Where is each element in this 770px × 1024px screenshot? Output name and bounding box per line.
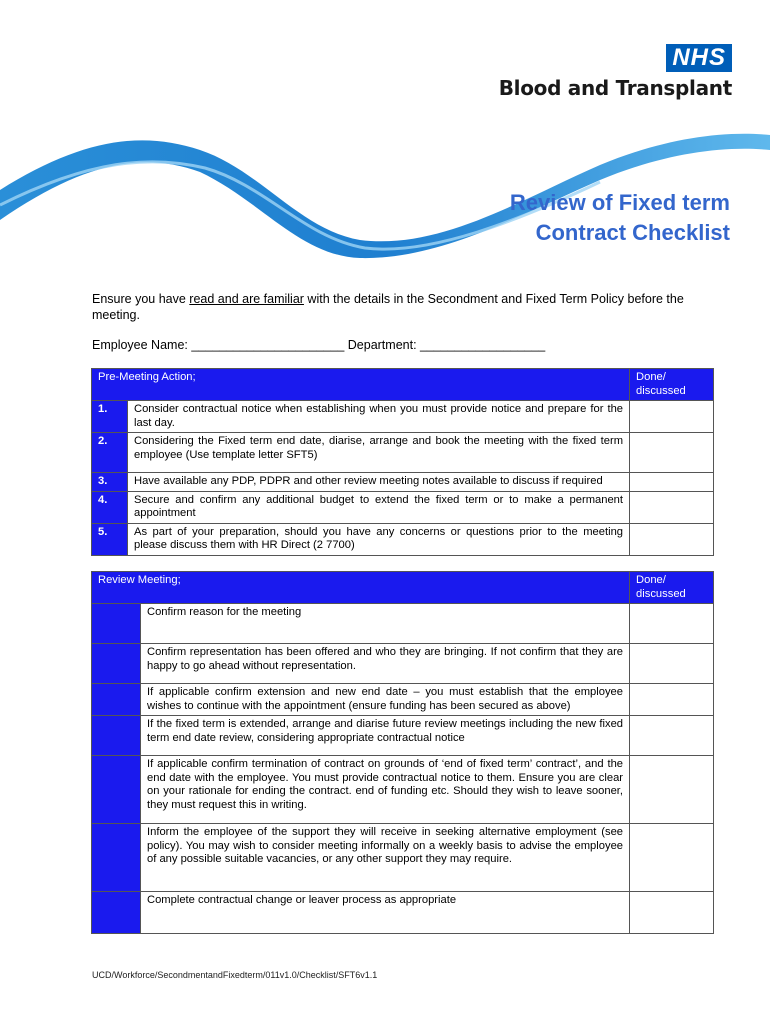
table-row: 1. Consider contractual notice when establishing when you must provide notice and prepare for the last day. [92,401,714,433]
table-row: If the fixed term is extended, arrange and diarise future review meetings including the new fixed term end date review, considering appropriate contractual notice [92,716,714,756]
intro-text: Ensure you have read and are familiar with the details in the Secondment and Fixed Term Policy before the meeting. [92,292,684,322]
pre-meeting-header: Pre-Meeting Action; [92,369,630,401]
done-cell[interactable] [630,401,714,433]
table-row: If applicable confirm extension and new end date – you must establish that the employee wishes to continue with the appointment (ensure funding has been secured as above) [92,684,714,716]
done-cell[interactable] [630,716,714,756]
done-header: Done/ discussed [630,572,714,604]
done-cell[interactable] [630,433,714,473]
done-cell[interactable] [630,756,714,824]
done-cell[interactable] [630,473,714,492]
done-cell[interactable] [630,604,714,644]
nhs-logo [499,44,732,100]
table-header [92,369,714,401]
review-meeting-table [91,571,714,934]
table-row: Inform the employee of the support they will receive in seeking alternative employment (see policy). You may wish to consider meeting informally on a weekly basis to advise the employee of any possible suitable vacancies, or any other support they may require. [92,824,714,892]
done-cell[interactable] [630,523,714,555]
done-cell[interactable] [630,644,714,684]
page-title: Review of Fixed term Contract Checklist [509,190,730,245]
footer-reference: UCD/Workforce/SecondmentandFixedterm/011v1.0/Checklist/SFT6v1.1 [92,970,378,980]
employee-line: Employee Name: ______________________ Department: __________________ [92,338,546,352]
table-row: 3. Have available any PDP, PDPR and other review meeting notes available to discuss if required [92,473,714,492]
table-header [92,572,714,604]
underlined-phrase: read and are familiar [189,292,304,306]
done-header: Done/ discussed [630,369,714,401]
nhs-badge: NHS [666,44,732,72]
done-cell[interactable] [630,892,714,934]
table-row: Confirm reason for the meeting [92,604,714,644]
org-name: Blood and Transplant [498,76,732,100]
done-cell[interactable] [630,684,714,716]
done-cell[interactable] [630,491,714,523]
table-row: Complete contractual change or leaver process as appropriate [92,892,714,934]
review-meeting-header: Review Meeting; [92,572,630,604]
table-row: Confirm representation has been offered and who they are bringing. If not confirm that they are happy to go ahead without representation. [92,644,714,684]
table-row: If applicable confirm termination of contract on grounds of ‘end of fixed term’ contract’, and the end date with the employee. You must provide contractual notice to them. Ensure you are clear on your rationale for ending the contract. end of funding etc. Should they wish to leave sooner, they must request this in writing. [92,756,714,824]
pre-meeting-table [91,368,714,556]
done-cell[interactable] [630,824,714,892]
table-row: 5. As part of your preparation, should you have any concerns or questions prior to the meeting please discuss them with HR Direct (2 7700) [92,523,714,555]
table-row: 2. Considering the Fixed term end date, diarise, arrange and book the meeting with the fixed term employee (Use template letter SFT5) [92,433,714,473]
table-row: 4. Secure and confirm any additional budget to extend the fixed term or to make a permanent appointment [92,491,714,523]
